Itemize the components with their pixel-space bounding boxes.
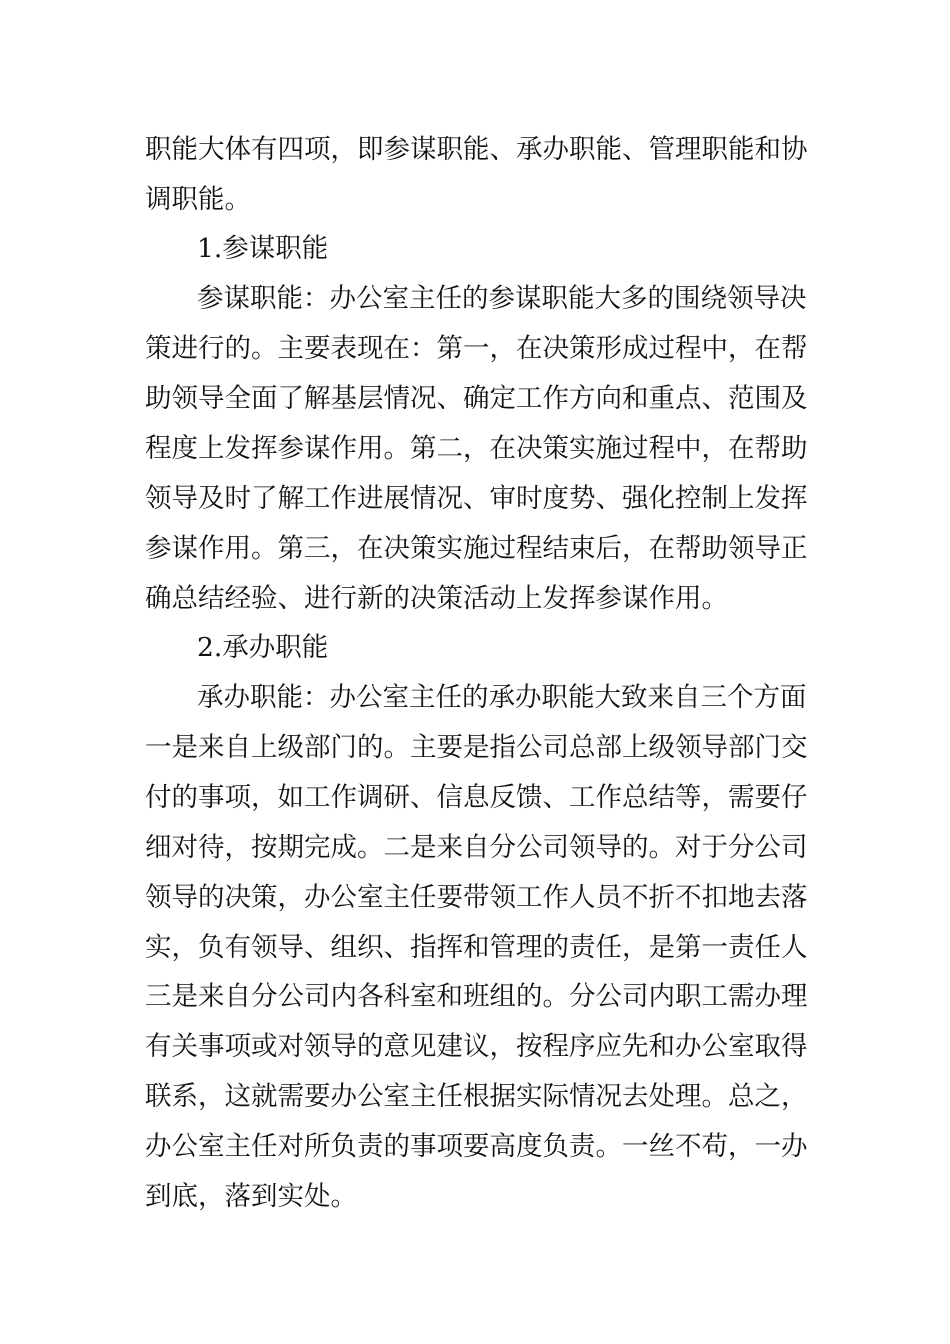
paragraph-first-line: 承办职能：办公室主任的承办职能大致来自三个方面	[197, 682, 807, 713]
text-line: 确总结经验、进行新的决策活动上发挥参谋作用。	[145, 583, 728, 614]
text-line: 助领导全面了解基层情况、确定工作方向和重点、范围及	[145, 383, 808, 414]
text-line: 领导及时了解工作进展情况、审时度势、强化控制上发挥	[145, 483, 808, 514]
section-heading: 2.承办职能	[197, 632, 329, 663]
text-line: 调职能。	[145, 184, 251, 215]
paragraph-first-line: 参谋职能：办公室主任的参谋职能大多的围绕领导决	[197, 283, 807, 314]
text-line: 到底，落到实处。	[145, 1181, 357, 1212]
text-line: 细对待，按期完成。二是来自分公司领导的。对于分公司	[145, 832, 808, 863]
text-line: 办公室主任对所负责的事项要高度负责。一丝不苟，一办	[145, 1131, 808, 1162]
section-heading: 1.参谋职能	[197, 233, 329, 264]
text-line: 实，负有领导、组织、指挥和管理的责任，是第一责任人	[145, 932, 808, 963]
text-line: 联系，这就需要办公室主任根据实际情况去处理。总之，	[145, 1081, 808, 1112]
text-line: 付的事项，如工作调研、信息反馈、工作总结等，需要仔	[145, 782, 808, 813]
text-line: 参谋作用。第三，在决策实施过程结束后，在帮助领导正	[145, 533, 808, 564]
text-line: 三是来自分公司内各科室和班组的。分公司内职工需办理	[145, 981, 808, 1012]
text-line: 职能大体有四项，即参谋职能、承办职能、管理职能和协	[145, 134, 808, 165]
text-line: 策进行的。主要表现在：第一，在决策形成过程中，在帮	[145, 333, 808, 364]
text-line: 程度上发挥参谋作用。第二，在决策实施过程中，在帮助	[145, 433, 808, 464]
text-line: 一是来自上级部门的。主要是指公司总部上级领导部门交	[145, 732, 808, 763]
text-line: 有关事项或对领导的意见建议，按程序应先和办公室取得	[145, 1031, 808, 1062]
text-line: 领导的决策，办公室主任要带领工作人员不折不扣地去落	[145, 882, 808, 913]
